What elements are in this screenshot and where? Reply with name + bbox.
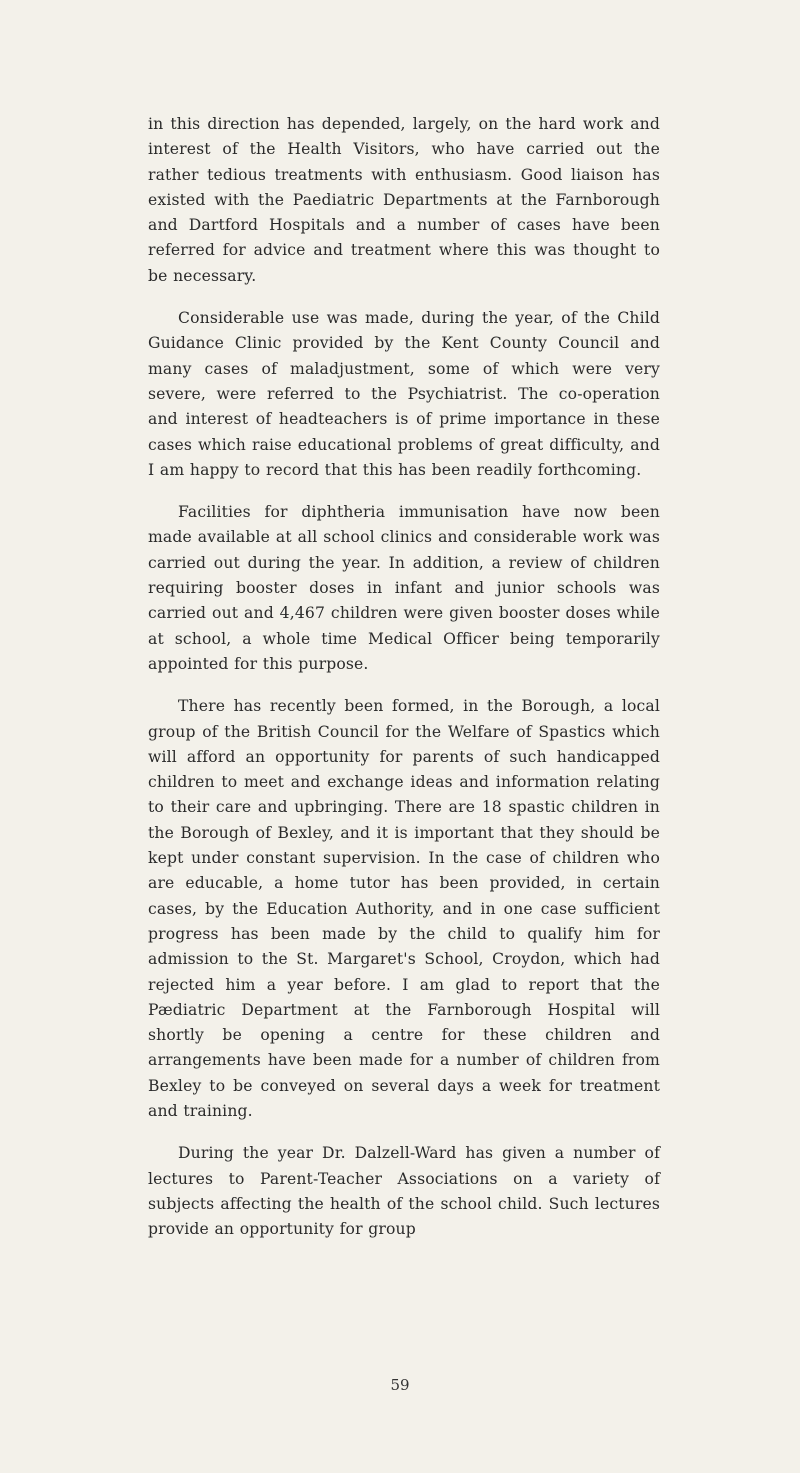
- page-number: 59: [390, 1376, 410, 1394]
- paragraph-health-visitors: in this direction has depended, largely, on the hard work and interest of the Health Visitors, who have carried out the rather tedious treatments with enthusiasm. Good liaison has existed with the Paediatric Departments at the Farnborough and Dartford Hospitals and a number of cases have been referred for advice and treatment where this was thought to be necessary.: [148, 115, 660, 285]
- paragraph-child-guidance: Considerable use was made, during the year, of the Child Guidance Clinic provided by the Kent County Council and many cases of maladjustment, some of which were very severe, were referred to the Psychiatrist. The co-operation and interest of headteachers is of prime importance in these cases which raise educational problems of great difficulty, and I am happy to record that this has been readily forthcoming.: [148, 309, 660, 479]
- body-text: [148, 112, 660, 1259]
- paragraph-lectures: During the year Dr. Dalzell-Ward has given a number of lectures to Parent-Teacher Associations on a variety of subjects affecting the health of the school child. Such lectures provide an opportunity for group: [148, 1144, 660, 1239]
- paragraph-spastics: There has recently been formed, in the Borough, a local group of the British Council for the Welfare of Spastics which will afford an opportunity for parents of such handicapped children to meet and exchange ideas and information relating to their care and upbringing. There are 18 spastic children in the Borough of Bexley, and it is important that they should be kept under constant supervision. In the case of children who are educable, a home tutor has been provided, in certain cases, by the Education Authority, and in one case sufficient progress has been made by the child to qualify him for admission to the St. Margaret's School, Croydon, which had rejected him a year before. I am glad to report that the Pædiatric Department at the Farnborough Hospital will shortly be opening a centre for these children and arrangements have been made for a number of children from Bexley to be conveyed on several days a week for treatment and training.: [148, 697, 660, 1120]
- paragraph-diphtheria-immunisation: Facilities for diphtheria immunisation have now been made available at all school clinics and considerable work was carried out during the year. In addition, a review of children requiring booster doses in infant and junior schools was carried out and 4,467 children were given booster doses while at school, a whole time Medical Officer being temporarily appointed for this purpose.: [148, 503, 660, 673]
